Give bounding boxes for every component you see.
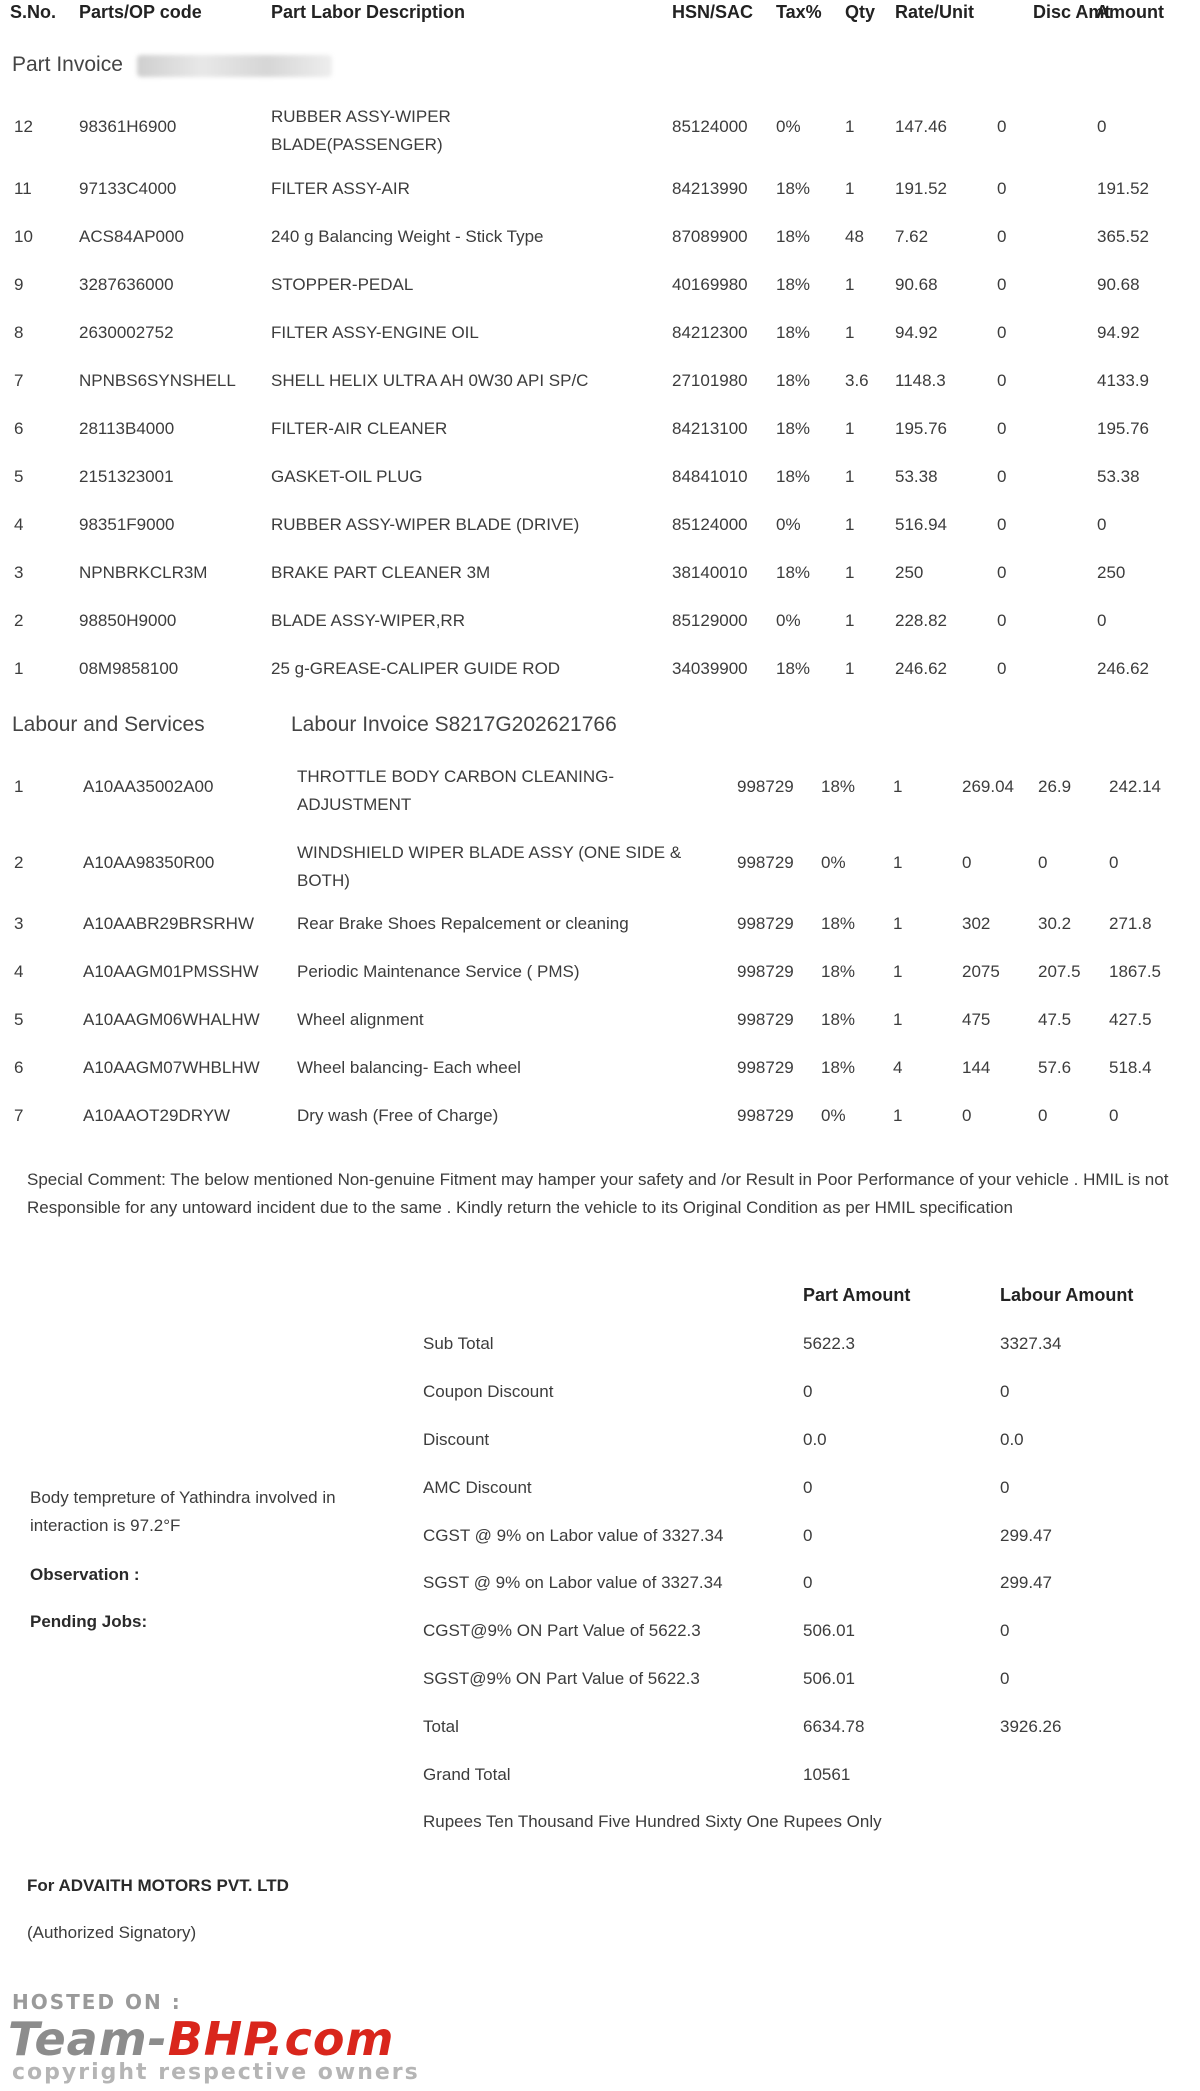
part-code: 28113B4000 [79,419,175,438]
part-amount: 0 [1097,515,1107,534]
header-rate: Rate/Unit [895,2,975,22]
part-desc: BRAKE PART CLEANER 3M [271,563,491,582]
labour-sno: 4 [14,962,24,981]
part-hsn: 85124000 [672,515,748,534]
labour-amount-header: Labour Amount [1000,1285,1134,1305]
part-amount: 90.68 [1097,275,1140,294]
labour-disc: 0 [1038,1106,1048,1125]
totals-label: CGST@9% ON Part Value of 5622.3 [423,1621,701,1640]
part-qty: 1 [845,515,855,534]
labour-sno: 5 [14,1010,24,1029]
labour-rate: 144 [962,1058,991,1077]
part-desc: STOPPER-PEDAL [271,275,414,294]
part-amount: 0 [1097,117,1107,136]
part-hsn: 84841010 [672,467,748,486]
totals-part-amount: 506.01 [803,1621,855,1640]
watermark-logo-bhp: BHP [167,2012,267,2066]
labour-disc: 26.9 [1038,777,1072,796]
part-rate: 90.68 [895,275,938,294]
part-hsn: 40169980 [672,275,748,294]
totals-labour-amount: 0.0 [1000,1430,1024,1449]
part-tax: 18% [776,323,811,342]
labour-tax: 18% [821,914,856,933]
part-tax: 0% [776,117,801,136]
amount-in-words: Rupees Ten Thousand Five Hundred Sixty One Rupees Only [423,1812,882,1831]
labour-tax: 18% [821,962,856,981]
labour-sno: 3 [14,914,24,933]
part-amount: 246.62 [1097,659,1149,678]
header-disc: Disc Amt [1033,2,1111,22]
labour-desc: Periodic Maintenance Service ( PMS) [297,962,580,981]
part-disc: 0 [997,611,1007,630]
labour-sno: 1 [14,777,24,796]
totals-label: AMC Discount [423,1478,532,1497]
part-sno: 2 [14,611,24,630]
labour-desc: WINDSHIELD WIPER BLADE ASSY (ONE SIDE & BOTH) [297,843,682,890]
part-code: 97133C4000 [79,179,177,198]
labour-qty: 4 [893,1058,903,1077]
part-hsn: 84212300 [672,323,748,342]
part-qty: 1 [845,179,855,198]
part-amount: 250 [1097,563,1126,582]
part-sno: 3 [14,563,24,582]
part-hsn: 34039900 [672,659,748,678]
labour-code: A10AA98350R00 [83,853,215,872]
totals-part-amount: 10561 [803,1765,851,1784]
labour-code: A10AAGM07WHBLHW [83,1058,260,1077]
totals-label: SGST@9% ON Part Value of 5622.3 [423,1669,700,1688]
totals-label: SGST @ 9% on Labor value of 3327.34 [423,1573,723,1592]
part-hsn: 84213100 [672,419,748,438]
labour-tax: 18% [821,1010,856,1029]
part-disc: 0 [997,227,1007,246]
totals-labour-amount: 0 [1000,1478,1010,1497]
part-rate: 516.94 [895,515,947,534]
totals-part-amount: 5622.3 [803,1334,855,1353]
part-sno: 6 [14,419,24,438]
part-disc: 0 [997,275,1007,294]
totals-label: Discount [423,1430,490,1449]
totals-labour-amount: 0 [1000,1669,1010,1688]
part-code: NPNBRKCLR3M [79,563,208,582]
company-line: For ADVAITH MOTORS PVT. LTD [27,1876,289,1895]
part-sno: 8 [14,323,24,342]
part-qty: 1 [845,117,855,136]
labour-disc: 207.5 [1038,962,1081,981]
part-desc: FILTER-AIR CLEANER [271,419,448,438]
totals-label: Sub Total [423,1334,494,1353]
header-amount: Amount [1096,2,1164,22]
totals-part-amount: 0 [803,1478,813,1497]
labour-code: A10AA35002A00 [83,777,214,796]
totals-label: Total [423,1717,459,1736]
part-desc: 25 g-GREASE-CALIPER GUIDE ROD [271,659,561,678]
labour-hsn: 998729 [737,1010,794,1029]
header-desc: Part Labor Description [271,2,466,22]
part-disc: 0 [997,179,1007,198]
part-tax: 18% [776,227,811,246]
part-tax: 18% [776,419,811,438]
labour-tax: 0% [821,1106,846,1125]
part-code: 98361H6900 [79,117,177,136]
part-code: ACS84AP000 [79,227,184,246]
labour-tax: 18% [821,1058,856,1077]
labour-qty: 1 [893,962,903,981]
totals-part-amount: 0 [803,1526,813,1545]
totals-part-amount: 0 [803,1573,813,1592]
watermark-copyright: copyright respective owners [12,2060,420,2085]
part-rate: 250 [895,563,924,582]
labour-qty: 1 [893,777,903,796]
part-tax: 18% [776,179,811,198]
part-sno: 12 [14,117,33,136]
header-code: Parts/OP code [79,2,202,22]
part-hsn: 85124000 [672,117,748,136]
watermark-logo-team: Team- [8,2012,168,2066]
part-hsn: 27101980 [672,371,748,390]
header-qty: Qty [845,2,876,22]
totals-label: Grand Total [423,1765,511,1784]
part-sno: 4 [14,515,24,534]
labour-rate: 0 [962,1106,972,1125]
part-rate: 228.82 [895,611,947,630]
authorized-signatory: (Authorized Signatory) [27,1923,197,1942]
labour-tax: 0% [821,853,846,872]
part-amount-header: Part Amount [803,1285,911,1305]
part-sno: 7 [14,371,24,390]
part-desc: 240 g Balancing Weight - Stick Type [271,227,544,246]
part-amount: 0 [1097,611,1107,630]
totals-labour-amount: 299.47 [1000,1526,1052,1545]
totals-labour-amount: 3926.26 [1000,1717,1062,1736]
observation-label: Observation : [30,1565,140,1584]
labour-disc: 0 [1038,853,1048,872]
labour-hsn: 998729 [737,1106,794,1125]
labour-qty: 1 [893,853,903,872]
labour-hsn: 998729 [737,777,794,796]
part-invoice-label: Part Invoice [12,53,123,76]
labour-qty: 1 [893,1106,903,1125]
part-hsn: 87089900 [672,227,748,246]
part-qty: 1 [845,563,855,582]
labour-disc: 57.6 [1038,1058,1072,1077]
part-code: 3287636000 [79,275,174,294]
part-disc: 0 [997,117,1007,136]
part-sno: 9 [14,275,24,294]
part-rate: 53.38 [895,467,938,486]
part-sno: 5 [14,467,24,486]
labour-amount: 0 [1109,853,1119,872]
part-sno: 11 [14,179,32,198]
part-hsn: 85129000 [672,611,748,630]
labour-desc: Rear Brake Shoes Repalcement or cleaning [297,914,629,933]
labour-desc: THROTTLE BODY CARBON CLEANING-ADJUSTMENT [297,767,615,814]
totals-part-amount: 0 [803,1382,813,1401]
totals-label: CGST @ 9% on Labor value of 3327.34 [423,1526,724,1545]
labour-amount: 242.14 [1109,777,1161,796]
labour-desc: Wheel balancing- Each wheel [297,1058,521,1077]
labour-rate: 302 [962,914,991,933]
labour-hsn: 998729 [737,853,794,872]
redacted-invoice-number [137,55,332,77]
part-amount: 53.38 [1097,467,1140,486]
part-tax: 18% [776,371,811,390]
labour-disc: 30.2 [1038,914,1072,933]
part-code: NPNBS6SYNSHELL [79,371,236,390]
part-rate: 191.52 [895,179,947,198]
labour-disc: 47.5 [1038,1010,1072,1029]
labour-rate: 2075 [962,962,1000,981]
labour-amount: 518.4 [1109,1058,1152,1077]
part-rate: 147.46 [895,117,947,136]
part-disc: 0 [997,371,1007,390]
totals-labour-amount: 299.47 [1000,1573,1052,1592]
labour-code: A10AABR29BRSRHW [83,914,255,933]
labour-tax: 18% [821,777,856,796]
part-disc: 0 [997,323,1007,342]
header-sno: S.No. [10,2,57,22]
totals-labour-amount: 3327.34 [1000,1334,1062,1353]
watermark-logo-com: .com [266,2012,395,2066]
part-rate: 195.76 [895,419,947,438]
part-desc: BLADE ASSY-WIPER,RR [271,611,465,630]
part-disc: 0 [997,419,1007,438]
part-qty: 1 [845,467,855,486]
part-amount: 365.52 [1097,227,1149,246]
part-sno: 10 [14,227,33,246]
totals-labour-amount: 0 [1000,1382,1010,1401]
part-code: 98850H9000 [79,611,177,630]
labour-sno: 7 [14,1106,24,1125]
labour-desc: Dry wash (Free of Charge) [297,1106,499,1125]
part-desc: RUBBER ASSY-WIPER BLADE(PASSENGER) [271,107,451,154]
labour-qty: 1 [893,914,903,933]
labour-hsn: 998729 [737,914,794,933]
part-disc: 0 [997,467,1007,486]
part-code: 2630002752 [79,323,174,342]
special-comment: Special Comment: The below mentioned Non-genuine Fitment may hamper your safety and /or Result in Poor Performance of your vehicle . HMIL is not Responsible for any untoward incident due to the same . Kindly return the vehicle to its Original Condition as per HMIL specification [27,1170,1169,1217]
totals-part-amount: 6634.78 [803,1717,865,1736]
part-disc: 0 [997,659,1007,678]
totals-labour-amount: 0 [1000,1621,1010,1640]
labour-section-label: Labour and Services [12,713,205,736]
part-amount: 195.76 [1097,419,1149,438]
part-hsn: 38140010 [672,563,748,582]
part-tax: 0% [776,515,801,534]
part-qty: 1 [845,275,855,294]
part-hsn: 84213990 [672,179,748,198]
labour-qty: 1 [893,1010,903,1029]
part-qty: 48 [845,227,864,246]
labour-code: A10AAGM01PMSSHW [83,962,259,981]
labour-code: A10AAGM06WHALHW [83,1010,260,1029]
labour-amount: 1867.5 [1109,962,1161,981]
part-desc: RUBBER ASSY-WIPER BLADE (DRIVE) [271,515,580,534]
part-tax: 0% [776,611,801,630]
part-tax: 18% [776,275,811,294]
labour-invoice-label: Labour Invoice S8217G202621766 [291,713,617,736]
part-rate: 246.62 [895,659,947,678]
part-desc: SHELL HELIX ULTRA AH 0W30 API SP/C [271,371,589,390]
labour-amount: 0 [1109,1106,1119,1125]
part-qty: 1 [845,611,855,630]
part-rate: 94.92 [895,323,938,342]
labour-hsn: 998729 [737,962,794,981]
labour-rate: 475 [962,1010,991,1029]
labour-code: A10AAOT29DRYW [83,1106,231,1125]
part-disc: 0 [997,515,1007,534]
body-temperature-note: Body tempreture of Yathindra involved in interaction is 97.2°F [30,1488,336,1535]
part-amount: 191.52 [1097,179,1149,198]
part-tax: 18% [776,563,811,582]
part-amount: 4133.9 [1097,371,1149,390]
part-tax: 18% [776,467,811,486]
labour-sno: 6 [14,1058,24,1077]
part-code: 2151323001 [79,467,174,486]
pending-jobs-label: Pending Jobs: [30,1612,148,1631]
labour-desc: Wheel alignment [297,1010,424,1029]
labour-amount: 271.8 [1109,914,1152,933]
part-qty: 1 [845,659,855,678]
part-rate: 1148.3 [895,371,946,390]
labour-amount: 427.5 [1109,1010,1152,1029]
part-rate: 7.62 [895,227,929,246]
header-tax: Tax% [776,2,822,22]
part-sno: 1 [14,659,24,678]
part-qty: 3.6 [845,371,869,390]
part-code: 98351F9000 [79,515,175,534]
header-hsn: HSN/SAC [672,2,754,22]
part-desc: FILTER ASSY-AIR [271,179,410,198]
labour-rate: 269.04 [962,777,1014,796]
watermark-logo [8,2012,394,2066]
totals-label: Coupon Discount [423,1382,554,1401]
totals-part-amount: 0.0 [803,1430,827,1449]
part-disc: 0 [997,563,1007,582]
watermark-hosted-on: HOSTED ON : [12,1990,182,2014]
labour-sno: 2 [14,853,24,872]
part-qty: 1 [845,419,855,438]
part-desc: FILTER ASSY-ENGINE OIL [271,323,479,342]
part-desc: GASKET-OIL PLUG [271,467,423,486]
totals-part-amount: 506.01 [803,1669,855,1688]
labour-rate: 0 [962,853,972,872]
part-qty: 1 [845,323,855,342]
part-code: 08M9858100 [79,659,179,678]
part-tax: 18% [776,659,811,678]
labour-hsn: 998729 [737,1058,794,1077]
part-amount: 94.92 [1097,323,1140,342]
